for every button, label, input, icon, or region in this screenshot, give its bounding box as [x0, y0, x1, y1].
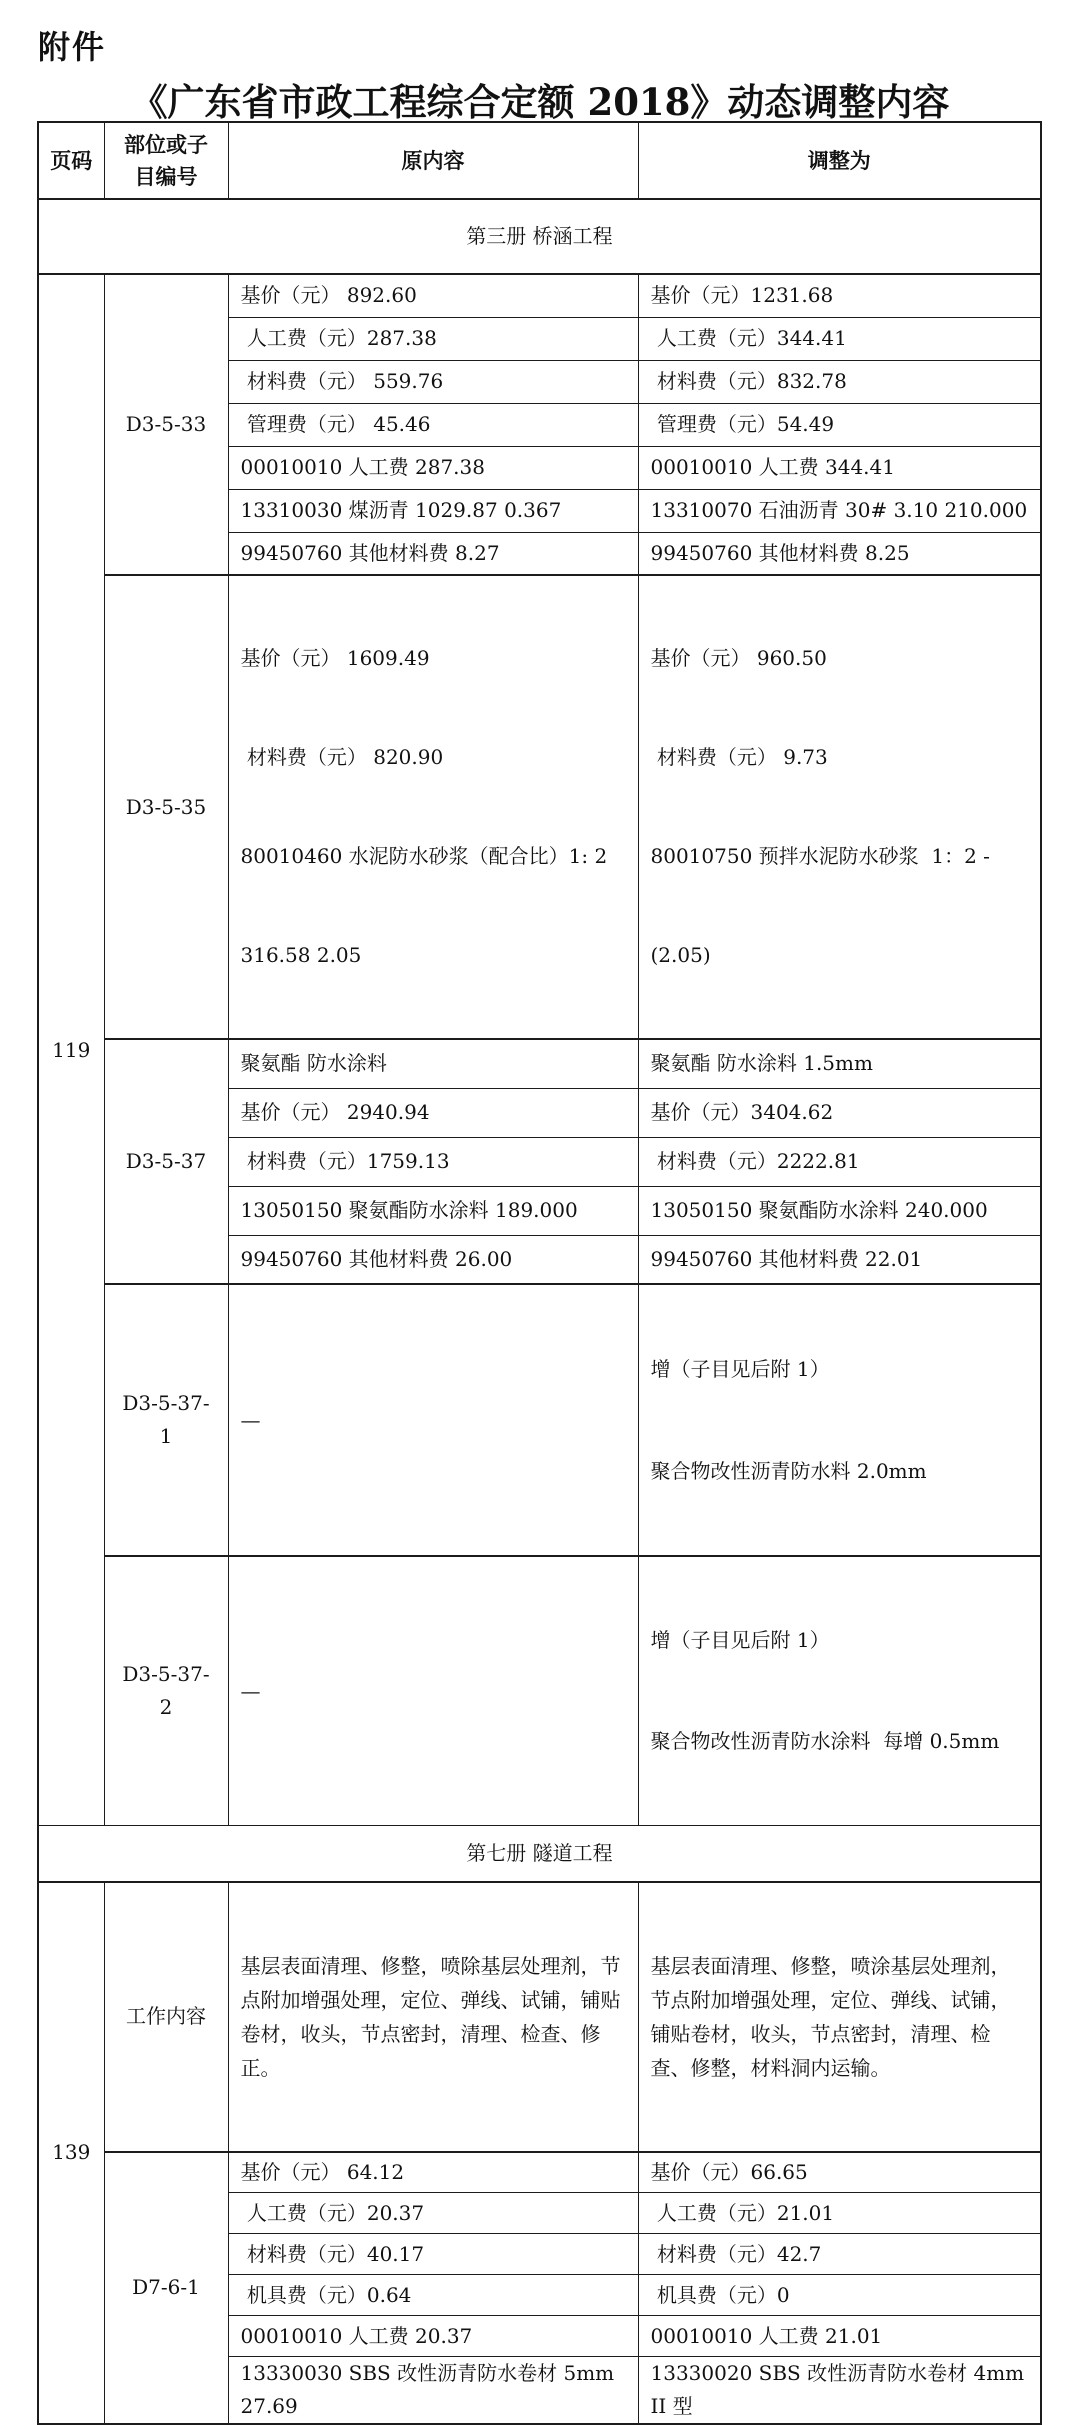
original-cell: 00010010 人工费 287.38 [228, 446, 638, 489]
adjusted-cell: 基价（元）1231.68 [638, 274, 1041, 317]
original-cell: 13050150 聚氨酯防水涂料 189.000 [228, 1186, 638, 1235]
code-cell: D7-6-1 [104, 2152, 228, 2425]
header-cell-adjusted: 调整为 [638, 122, 1041, 199]
attachment-label: 附件 [38, 28, 107, 66]
header-cell-page: 页码 [38, 122, 104, 199]
adjusted-cell: 13330020 SBS 改性沥青防水卷材 4mm II 型 [638, 2357, 1041, 2425]
cell-line: 聚合物改性沥青防水涂料 每增 0.5mm [650, 1729, 1000, 1753]
adjusted-cell [638, 1882, 1041, 2152]
adjusted-cell: 00010010 人工费 21.01 [638, 2316, 1041, 2357]
section-row-tunnel [38, 1826, 1041, 1882]
adjusted-cell: 基价（元）66.65 [638, 2152, 1041, 2193]
table-row [38, 1039, 1041, 1088]
table-row [38, 1556, 1041, 1826]
code-cell: 工作内容 [104, 1882, 228, 2152]
adjusted-cell: 材料费（元）2222.81 [638, 1137, 1041, 1186]
original-cell [228, 575, 638, 1039]
cell-line: 材料费（元） 820.90 [240, 745, 444, 769]
code-cell: D3-5-37 [104, 1039, 228, 1284]
original-cell: 材料费（元）40.17 [228, 2234, 638, 2275]
code-cell: D3-5-35 [104, 575, 228, 1039]
original-cell: 管理费（元） 45.46 [228, 403, 638, 446]
table-row [38, 2152, 1041, 2193]
table-header-row [38, 122, 1041, 199]
original-cell: 13330030 SBS 改性沥青防水卷材 5mm 27.69 [228, 2357, 638, 2425]
cell-line: 80010460 水泥防水砂浆（配合比）1: 2 [240, 844, 608, 868]
work-content-original: 基层表面清理、修整，喷除基层处理剂，节点附加增强处理，定位、弹线、试铺，铺贴卷材，收头，节点密封，清理、检查、修正。 [240, 1953, 621, 2080]
original-cell: 材料费（元） 559.76 [228, 360, 638, 403]
page-title: 《广东省市政工程综合定额 2018》动态调整内容 [130, 80, 950, 124]
original-cell: 聚氨酯 防水涂料 [228, 1039, 638, 1088]
table-row [38, 1882, 1041, 2152]
cell-line: 增（子目见后附 1） [650, 1357, 830, 1381]
cell-line: 316.58 2.05 [240, 943, 362, 967]
adjusted-cell: 人工费（元）21.01 [638, 2193, 1041, 2234]
cell-line: 80010750 预拌水泥防水砂浆 1：2 - [650, 844, 990, 868]
adjustment-table [37, 121, 1042, 2425]
adjusted-cell: 13310070 石油沥青 30# 3.10 210.000 [638, 489, 1041, 532]
adjusted-cell: 材料费（元）832.78 [638, 360, 1041, 403]
original-cell: 00010010 人工费 20.37 [228, 2316, 638, 2357]
code-cell: D3-5-33 [104, 274, 228, 575]
code-cell: D3-5-37-1 [104, 1284, 228, 1556]
cell-line: 聚合物改性沥青防水料 2.0mm [650, 1459, 927, 1483]
original-cell [228, 1882, 638, 2152]
adjusted-cell: 管理费（元）54.49 [638, 403, 1041, 446]
code-cell: D3-5-37-2 [104, 1556, 228, 1826]
adjusted-cell: 人工费（元）344.41 [638, 317, 1041, 360]
original-cell: 13310030 煤沥青 1029.87 0.367 [228, 489, 638, 532]
header-cell-part: 部位或子目编号 [104, 122, 228, 199]
page-number-cell: 119 [38, 274, 104, 1826]
cell-line: 增（子目见后附 1） [650, 1628, 830, 1652]
section-row-bridge [38, 199, 1041, 274]
cell-line: (2.05) [650, 943, 711, 967]
adjusted-cell [638, 575, 1041, 1039]
original-cell: 基价（元） 2940.94 [228, 1088, 638, 1137]
section-title: 第七册 隧道工程 [38, 1826, 1041, 1882]
adjusted-cell [638, 1556, 1041, 1826]
adjusted-cell: 聚氨酯 防水涂料 1.5mm [638, 1039, 1041, 1088]
original-cell: — [228, 1556, 638, 1826]
adjusted-cell [638, 1284, 1041, 1556]
original-cell: 99450760 其他材料费 8.27 [228, 532, 638, 575]
cell-line: 基价（元） 960.50 [650, 646, 827, 670]
original-cell: 99450760 其他材料费 26.00 [228, 1235, 638, 1284]
original-cell: 材料费（元）1759.13 [228, 1137, 638, 1186]
adjusted-cell: 基价（元）3404.62 [638, 1088, 1041, 1137]
adjusted-cell: 99450760 其他材料费 8.25 [638, 532, 1041, 575]
section-title: 第三册 桥涵工程 [38, 199, 1041, 274]
original-cell: 人工费（元）20.37 [228, 2193, 638, 2234]
cell-line: 基价（元） 1609.49 [240, 646, 430, 670]
table-row [38, 274, 1041, 317]
adjusted-cell: 材料费（元）42.7 [638, 2234, 1041, 2275]
table-row [38, 575, 1041, 1039]
adjusted-cell: 机具费（元）0 [638, 2275, 1041, 2316]
page-number-cell: 139 [38, 1882, 104, 2425]
work-content-adjusted: 基层表面清理、修整，喷涂基层处理剂，节点附加增强处理，定位、弹线、试铺，铺贴卷材，收头，节点密封，清理、检查、修整，材料洞内运输。 [650, 1953, 1011, 2080]
original-cell: 基价（元） 64.12 [228, 2152, 638, 2193]
original-cell: — [228, 1284, 638, 1556]
cell-line: 材料费（元） 9.73 [650, 745, 828, 769]
original-cell: 机具费（元）0.64 [228, 2275, 638, 2316]
table-row [38, 1284, 1041, 1556]
original-cell: 基价（元） 892.60 [228, 274, 638, 317]
header-cell-original: 原内容 [228, 122, 638, 199]
original-cell: 人工费（元）287.38 [228, 317, 638, 360]
adjusted-cell: 99450760 其他材料费 22.01 [638, 1235, 1041, 1284]
adjusted-cell: 13050150 聚氨酯防水涂料 240.000 [638, 1186, 1041, 1235]
adjusted-cell: 00010010 人工费 344.41 [638, 446, 1041, 489]
